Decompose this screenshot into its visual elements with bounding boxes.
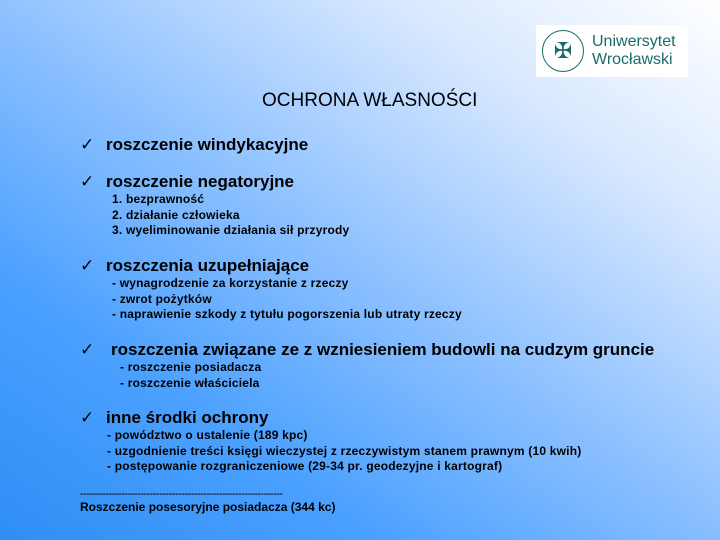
eagle-crest-icon: ✠ <box>542 30 584 72</box>
sub-item: - powództwo o ustalenie (189 kpc) <box>107 428 308 442</box>
bullet-item <box>80 172 294 192</box>
sub-item: 3. wyeliminowanie działania sił przyrody <box>112 223 350 237</box>
sub-item: - zwrot pożytków <box>112 291 212 306</box>
footer-note: Roszczenie posesoryjne posiadacza (344 kc) <box>80 500 336 514</box>
logo-line2: Wrocławski <box>592 51 673 68</box>
bullet-item <box>80 135 308 155</box>
bullet-item <box>80 256 309 276</box>
check-icon: ✓ <box>80 135 95 154</box>
bullet-label: roszczenia uzupełniające <box>106 256 310 275</box>
bullet-label: inne środki ochrony <box>106 408 269 427</box>
bullet-label: roszczenie negatoryjne <box>106 172 295 191</box>
check-icon: ✓ <box>80 256 95 275</box>
bullet-label: roszczenia związane ze z wzniesieniem budowli na cudzym gruncie <box>111 340 655 359</box>
sub-list <box>112 276 462 323</box>
bullet-item <box>80 340 654 360</box>
slide-title: OCHRONA WŁASNOŚCI <box>262 90 478 111</box>
sub-item: - postępowanie rozgraniczeniowe (29-34 pr. geodezyjne i kartograf) <box>107 459 503 473</box>
sub-item: - uzgodnienie treści księgi wieczystej z rzeczywistym stanem prawnym (10 kwih) <box>107 443 582 458</box>
separator: ---------------------------------------------------------------- <box>80 488 283 500</box>
sub-item: 1. bezprawność <box>112 192 205 206</box>
sub-list <box>107 428 581 475</box>
sub-item: - roszczenie posiadacza <box>120 360 262 374</box>
check-icon: ✓ <box>80 172 95 191</box>
logo-line1: Uniwersytet <box>592 33 676 50</box>
sub-list <box>112 192 349 239</box>
check-icon: ✓ <box>80 408 95 427</box>
sub-item: - naprawienie szkody z tytułu pogorszenia lub utraty rzeczy <box>112 307 462 321</box>
sub-list <box>120 360 261 391</box>
sub-item: 2. działanie człowieka <box>112 207 240 222</box>
bullet-label: roszczenie windykacyjne <box>106 135 309 154</box>
check-icon: ✓ <box>80 340 95 359</box>
sub-item: - wynagrodzenie za korzystanie z rzeczy <box>112 276 349 290</box>
sub-item: - roszczenie właściciela <box>120 375 260 390</box>
university-logo <box>536 25 688 77</box>
bullet-item <box>80 408 268 428</box>
